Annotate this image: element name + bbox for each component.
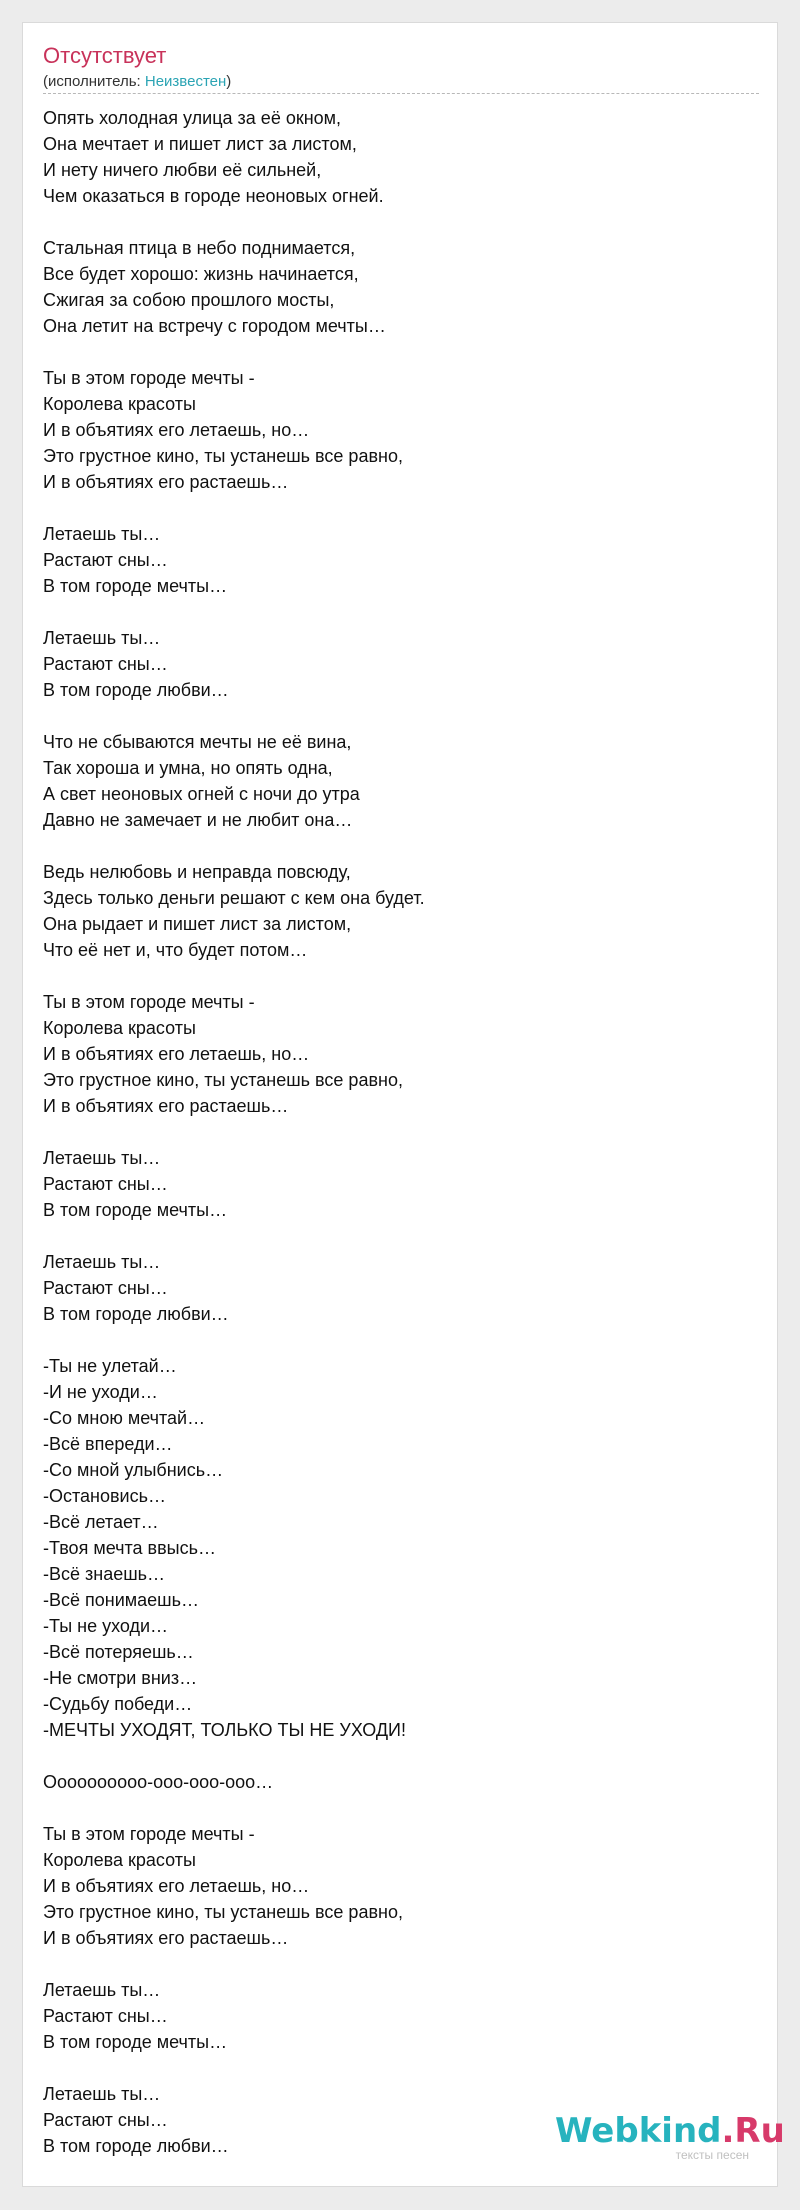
lyrics-line: Она летит на встречу с городом мечты… [43,316,386,336]
lyrics-line: Это грустное кино, ты устанешь все равно, [43,446,403,466]
lyrics-line: Ведь нелюбовь и неправда повсюду, [43,862,351,882]
lyrics-card [22,22,785,2187]
lyrics-line: -Всё впереди… [43,1434,173,1454]
lyrics-line: Чем оказаться в городе неоновых огней. [43,186,384,206]
lyrics-line: Это грустное кино, ты устанешь все равно, [43,1902,403,1922]
lyrics-line: Это грустное кино, ты устанешь все равно, [43,1070,403,1090]
lyrics-line: Королева красоты [43,394,196,414]
title-divider [43,93,759,94]
logo-suffix-text: .Ru [721,2111,785,2151]
lyrics-line: И в объятиях его растаешь… [43,472,289,492]
artist-prefix: (исполнитель: [43,73,145,90]
song-title: Отсутствует [43,43,167,68]
lyrics-line: -Со мною мечтай… [43,1408,206,1428]
lyrics-line: В том городе любви… [43,680,229,700]
lyrics-line: В том городе мечты… [43,2032,228,2052]
lyrics-stanza [43,235,743,339]
lyrics-stanza [43,729,743,833]
site-logo[interactable] [555,2111,785,2172]
lyrics-line: -Всё потеряешь… [43,1642,194,1662]
lyrics-line: Опять холодная улица за её окном, [43,108,342,128]
lyrics-line: -Ты не уходи… [43,1616,169,1636]
lyrics-line: Королева красоты [43,1850,196,1870]
lyrics-line: В том городе любви… [43,1304,229,1324]
lyrics-line: Стальная птица в небо поднимается, [43,238,356,258]
lyrics-line: Растают сны… [43,654,168,674]
lyrics-stanza [43,1145,743,1223]
lyrics-line: Давно не замечает и не любит она… [43,810,353,830]
lyrics-line: -Всё летает… [43,1512,159,1532]
lyrics-stanza [43,1821,743,1951]
lyrics-line: Летаешь ты… [43,2084,161,2104]
lyrics-line: Летаешь ты… [43,524,161,544]
lyrics-line: Все будет хорошо: жизнь начинается, [43,264,359,284]
lyrics-line: Растают сны… [43,1278,168,1298]
artist-link[interactable]: Неизвестен [144,73,227,90]
lyrics-stanza [43,521,743,599]
lyrics-line: Сжигая за собою прошлого мосты, [43,290,335,310]
lyrics-line: Ты в этом городе мечты - [43,992,255,1012]
lyrics-line: Она мечтает и пишет лист за листом, [43,134,357,154]
lyrics-stanza [43,625,743,703]
lyrics-stanza [43,1353,743,1743]
lyrics-line: Королева красоты [43,1018,196,1038]
lyrics-line: Она рыдает и пишет лист за листом, [43,914,352,934]
lyrics-body [43,105,743,2185]
lyrics-line: И в объятиях его летаешь, но… [43,1044,310,1064]
lyrics-line: -Со мной улыбнись… [43,1460,224,1480]
lyrics-line: Растают сны… [43,1174,168,1194]
lyrics-stanza [43,989,743,1119]
lyrics-line: И в объятиях его растаешь… [43,1096,289,1116]
lyrics-line: И в объятиях его летаешь, но… [43,420,310,440]
lyrics-line: И в объятиях его растаешь… [43,1928,289,1948]
lyrics-line: Что её нет и, что будет потом… [43,940,308,960]
lyrics-stanza [43,1249,743,1327]
lyrics-line: В том городе мечты… [43,1200,228,1220]
lyrics-line: Здесь только деньги решают с кем она будет. [43,888,425,908]
lyrics-line: Ты в этом городе мечты - [43,368,255,388]
lyrics-line: -Не смотри вниз… [43,1668,198,1688]
lyrics-line: Растают сны… [43,2110,168,2130]
lyrics-stanza [43,859,743,963]
lyrics-line: Растают сны… [43,550,168,570]
lyrics-line: А свет неоновых огней с ночи до утра [43,784,360,804]
lyrics-line: -И не уходи… [43,1382,158,1402]
lyrics-stanza [43,1977,743,2055]
lyrics-line: Оооооооооо-ооо-ооо-ооо… [43,1772,274,1792]
lyrics-line: Растают сны… [43,2006,168,2026]
logo-main-text: Webkind [555,2111,722,2151]
lyrics-stanza [43,365,743,495]
lyrics-line: Летаешь ты… [43,1252,161,1272]
lyrics-line: -Ты не улетай… [43,1356,177,1376]
lyrics-line: Летаешь ты… [43,1980,161,2000]
lyrics-line: -МЕЧТЫ УХОДЯТ, ТОЛЬКО ТЫ НЕ УХОДИ! [43,1720,406,1740]
lyrics-stanza [43,105,743,209]
lyrics-stanza [43,1769,743,1795]
artist-suffix: ) [226,73,232,90]
lyrics-line: Так хороша и умна, но опять одна, [43,758,333,778]
lyrics-line: Что не сбываются мечты не её вина, [43,732,352,752]
lyrics-line: Ты в этом городе мечты - [43,1824,255,1844]
lyrics-line: В том городе мечты… [43,576,228,596]
lyrics-line: -Остановись… [43,1486,166,1506]
lyrics-line: -Твоя мечта ввысь… [43,1538,216,1558]
lyrics-line: -Всё понимаешь… [43,1590,199,1610]
artist-line [43,73,231,91]
logo-tagline: тексты песен [675,2148,749,2162]
lyrics-line: Летаешь ты… [43,1148,161,1168]
logo-wordmark [555,2111,785,2151]
lyrics-line: -Всё знаешь… [43,1564,166,1584]
lyrics-line: И в объятиях его летаешь, но… [43,1876,310,1896]
lyrics-line: И нету ничего любви её сильней, [43,160,322,180]
lyrics-line: Летаешь ты… [43,628,161,648]
lyrics-line: -Судьбу победи… [43,1694,193,1714]
lyrics-line: В том городе любви… [43,2136,229,2156]
